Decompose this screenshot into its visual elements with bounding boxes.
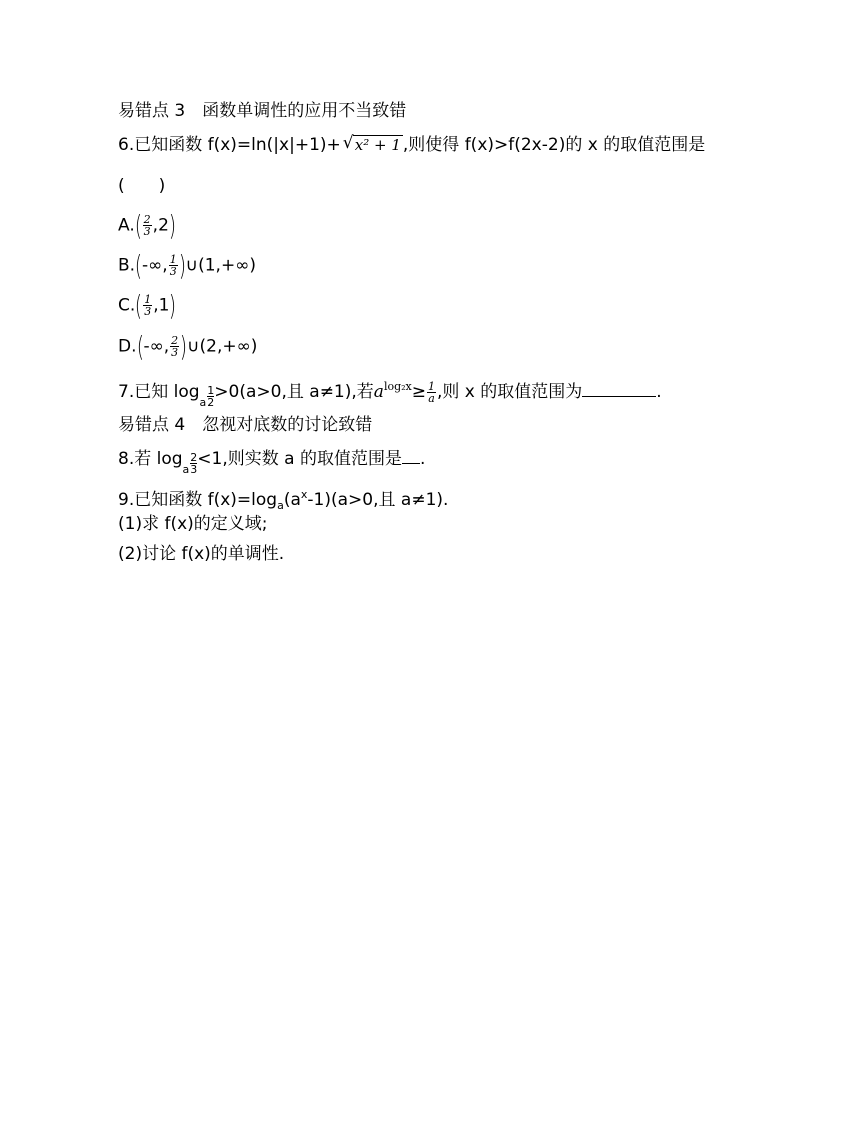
option-rest: ∪(2,+∞) bbox=[187, 336, 258, 357]
section-3-heading: 易错点 3 函数单调性的应用不当致错 bbox=[118, 101, 407, 121]
sqrt-radicand: x² + 1 bbox=[354, 136, 401, 154]
section-4-heading: 易错点 4 忽视对底数的讨论致错 bbox=[118, 415, 373, 435]
q6-option-a: A.( $\frac{2}{3}$ ,2) bbox=[118, 208, 176, 242]
q6-option-b: B.(-∞, $\frac{1}{3}$ )∪(1,+∞) bbox=[118, 248, 256, 282]
fraction: $\frac{2}{3}$ bbox=[143, 213, 151, 238]
question-9-part-2: (2)讨论 f(x)的单调性. bbox=[118, 544, 285, 564]
fraction: $\frac{1}{3}$ bbox=[144, 293, 152, 318]
option-rest: ,1 bbox=[153, 295, 170, 316]
question-9: 9.已知函数 $f(x)=\log_a(a^x-1)(a>0$,且 a≠1). bbox=[118, 488, 449, 512]
question-6-stem bbox=[118, 134, 705, 156]
option-label: D. bbox=[118, 336, 137, 357]
q6-prefix: 6.已知函数 f(x)=ln(|x|+1)+ bbox=[118, 135, 341, 155]
answer-blank[interactable] bbox=[402, 463, 420, 464]
question-7: 7.已知 log a 1 2 >0(a>0,且 a≠1),若$a^{log_2x}\ge$ $\frac{1}{a}$ ,则 x 的取值范围为 . bbox=[118, 379, 662, 409]
option-rest: ,2 bbox=[152, 215, 169, 236]
option-label: B. bbox=[118, 255, 136, 276]
q6-answer-bracket: ( ) bbox=[118, 176, 166, 196]
log-base-and-argument: a 1 2 bbox=[199, 384, 215, 409]
question-9-part-1: (1)求 f(x)的定义域; bbox=[118, 514, 268, 534]
fraction: $\frac{1}{3}$ bbox=[169, 253, 177, 278]
option-rest: ∪(1,+∞) bbox=[185, 255, 256, 276]
q6-option-d: D.(-∞, $\frac{2}{3}$ )∪(2,+∞) bbox=[118, 329, 258, 363]
radical-sign-icon: √ bbox=[342, 133, 354, 153]
option-label: A. bbox=[118, 215, 135, 236]
log-base-and-argument: a 2 3 bbox=[182, 451, 198, 476]
sqrt-expression bbox=[343, 134, 403, 156]
q6-option-c: C.( $\frac{1}{3}$ ,1) bbox=[118, 288, 177, 322]
answer-blank[interactable] bbox=[582, 396, 656, 397]
fraction: $\frac{1}{a}$ bbox=[427, 379, 435, 405]
q6-suffix: ,则使得 f(x)>f(2x-2)的 x 的取值范围是 bbox=[402, 135, 706, 155]
question-8: 8.若 log a 2 3 <1,则实数 a 的取值范围是 . bbox=[118, 449, 426, 476]
option-label: C. bbox=[118, 295, 136, 316]
fraction: $\frac{2}{3}$ bbox=[171, 334, 179, 359]
